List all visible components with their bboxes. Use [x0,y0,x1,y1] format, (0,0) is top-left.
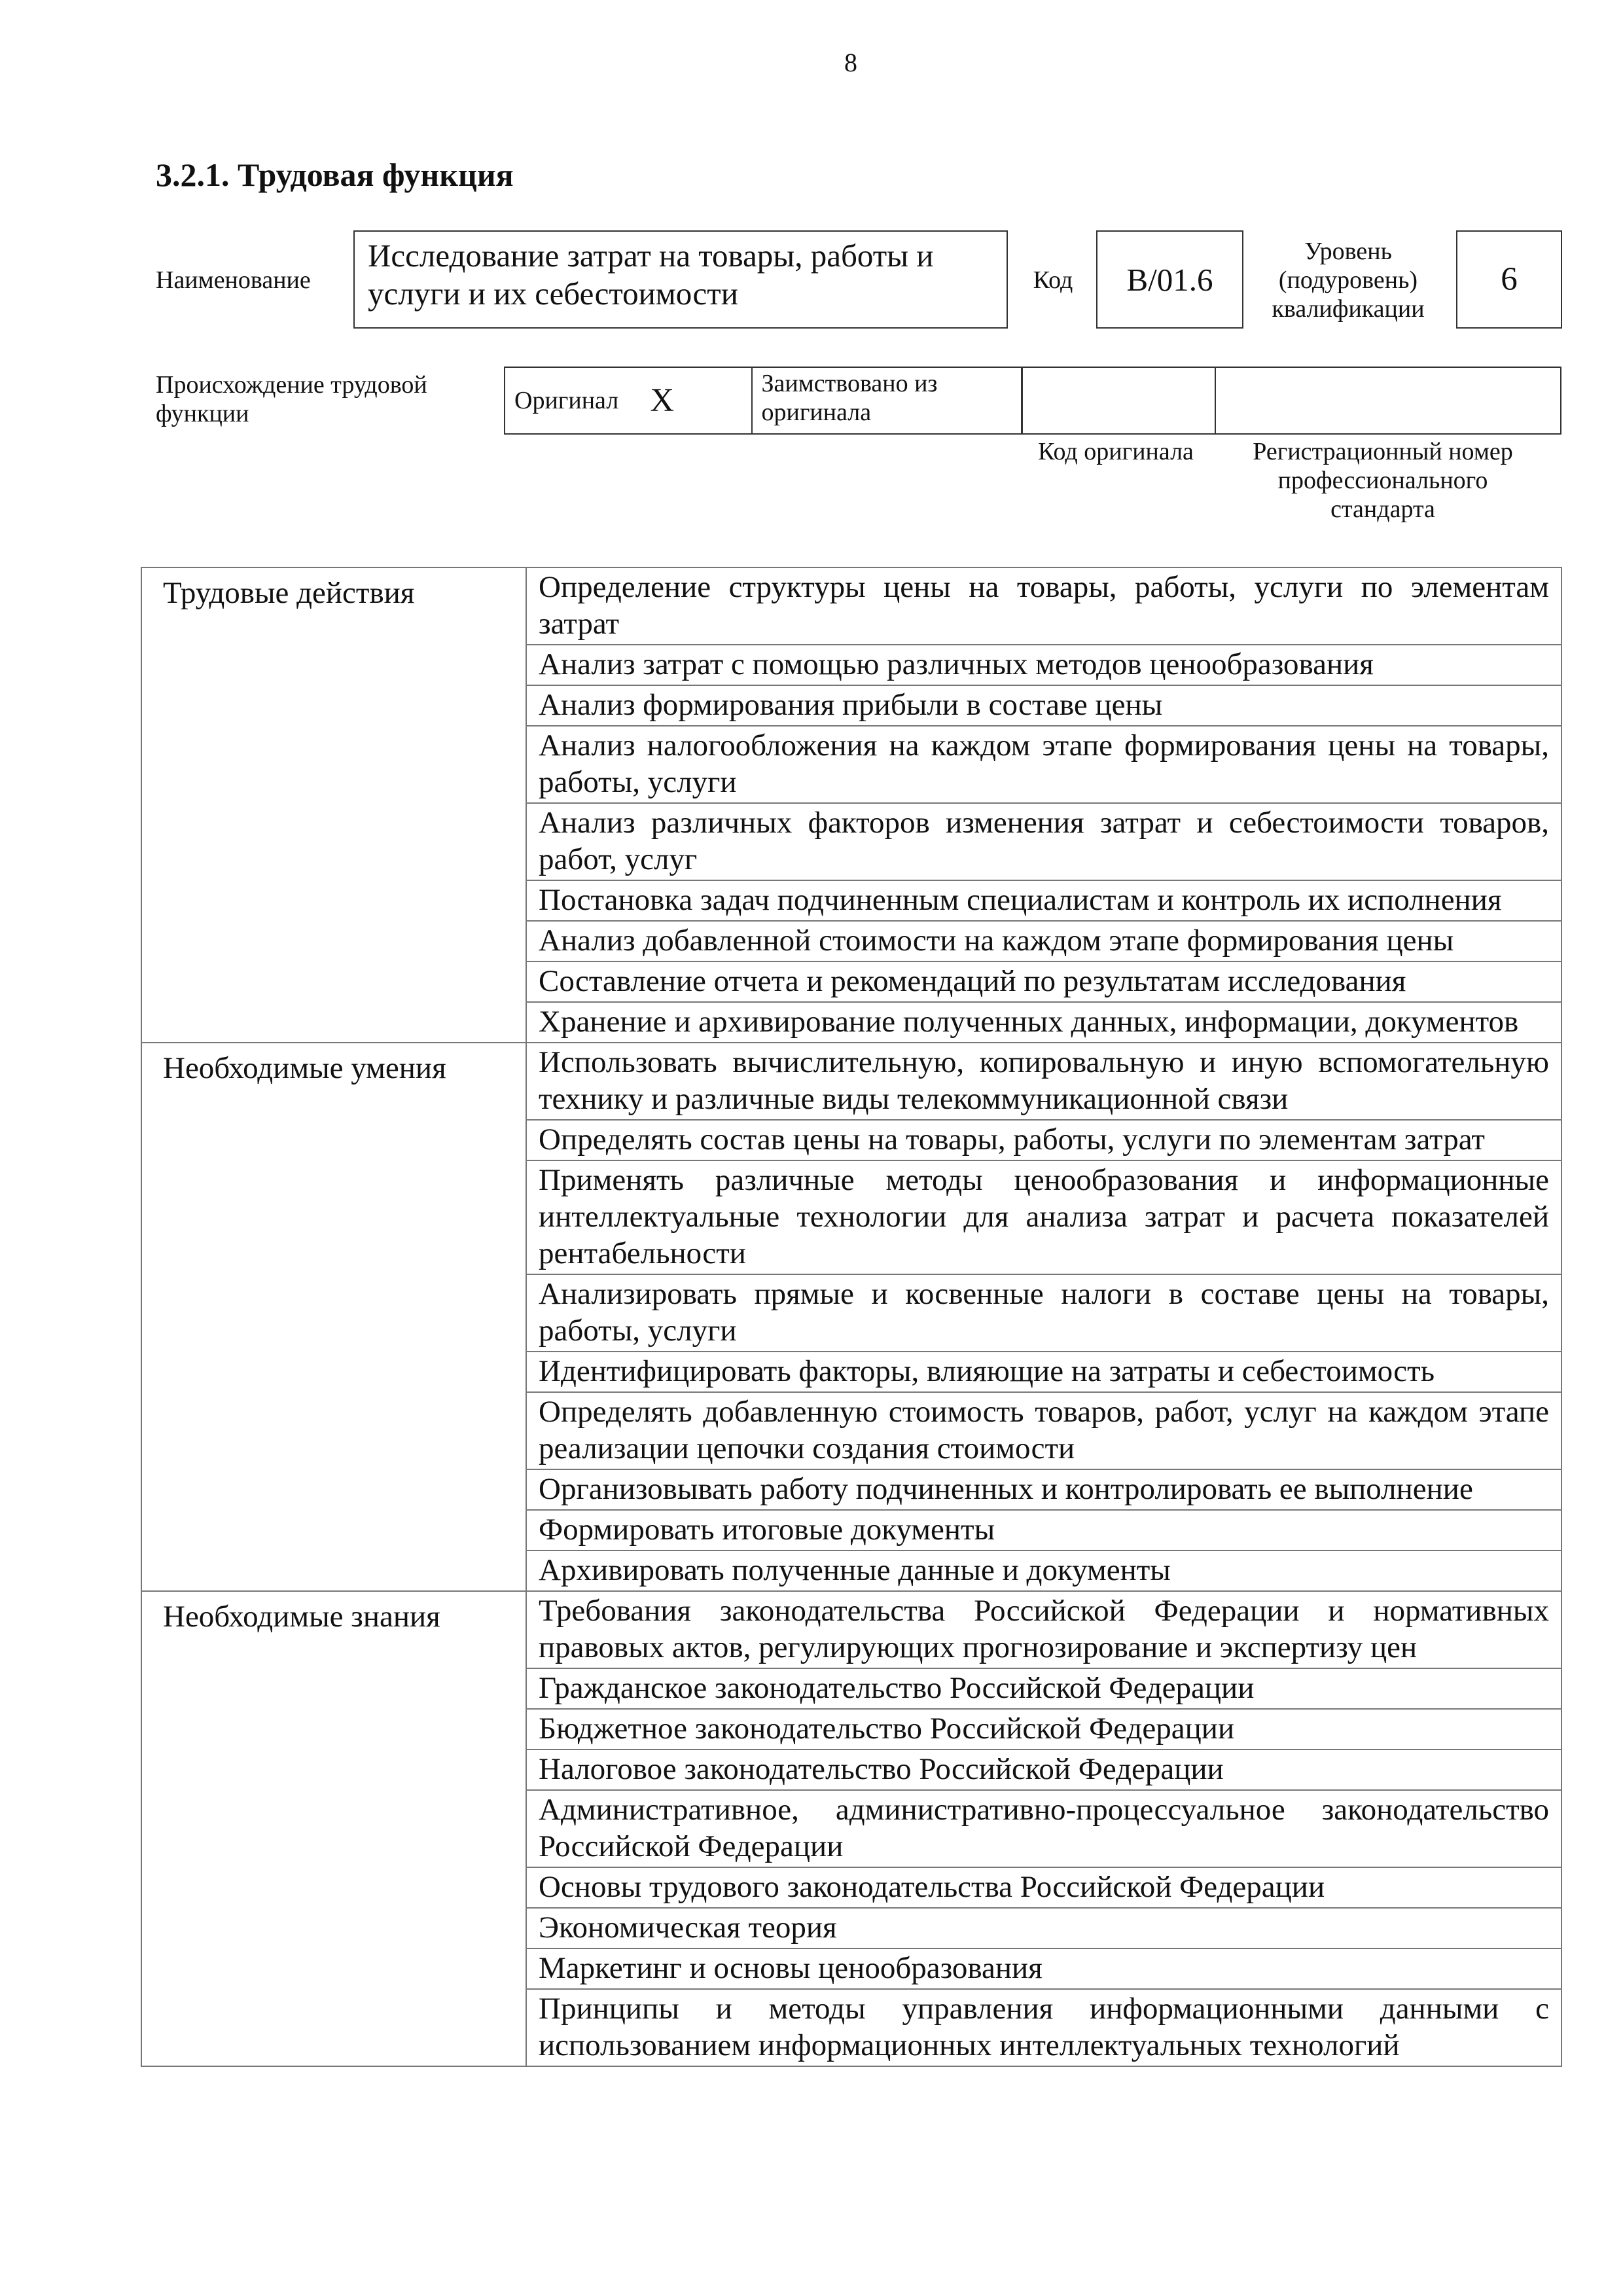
item-cell: Использовать вычислительную, копировальную и иную вспомогательную технику и различные виды телекоммуникационной связи [526,1043,1561,1120]
item-cell: Формировать итоговые документы [526,1510,1561,1551]
item-cell: Определение структуры цены на товары, работы, услуги по элементам затрат [526,567,1561,645]
reg-number-caption: Регистрационный номер профессионального стандарта [1253,438,1513,523]
item-cell: Анализ налогообложения на каждом этапе формирования цены на товары, работы, услуги [526,726,1561,803]
level-label: Уровень (подуровень) квалификации [1272,238,1425,323]
item-cell: Анализ добавленной стоимости на каждом этапе формирования цены [526,921,1561,961]
item-cell: Анализ затрат с помощью различных методов ценообразования [526,645,1561,685]
page-number: 8 [844,48,857,77]
item-cell: Экономическая теория [526,1908,1561,1948]
origin-code-cell [1021,367,1216,435]
original-label: Оригинал [514,387,619,414]
table-row [141,1591,1561,1668]
code-value: B/01.6 [1126,261,1213,298]
name-value: Исследование затрат на товары, работы и услуги и их себестоимости [368,238,934,312]
item-cell: Постановка задач подчиненным специалистам и контроль их исполнения [526,880,1561,921]
name-value-box [353,230,1008,329]
item-cell: Бюджетное законодательство Российской Федерации [526,1709,1561,1749]
item-cell: Анализ различных факторов изменения затрат и себестоимости товаров, работ, услуг [526,803,1561,880]
borrowed-label: Заимствовано из оригинала [761,370,938,426]
origin-reg-number-cell [1215,367,1561,435]
code-label: Код [1033,266,1073,294]
code-value-box [1096,230,1243,329]
item-cell: Определять состав цены на товары, работы, услуги по элементам затрат [526,1120,1561,1160]
item-cell: Принципы и методы управления информационными данными с использованием информационных интеллектуальных технологий [526,1989,1561,2066]
item-cell: Анализировать прямые и косвенные налоги в составе цены на товары, работы, услуги [526,1274,1561,1352]
origin-original-cell [504,367,753,435]
table-row [141,1043,1561,1120]
item-cell: Анализ формирования прибыли в составе цены [526,685,1561,726]
item-cell: Составление отчета и рекомендаций по результатам исследования [526,961,1561,1002]
origin-label: Происхождение трудовой функции [156,371,427,427]
item-cell: Применять различные методы ценообразования и информационные интеллектуальные технологии для анализа затрат и расчета показателей рентабельности [526,1160,1561,1274]
item-cell: Гражданское законодательство Российской Федерации [526,1668,1561,1709]
level-value: 6 [1501,261,1518,298]
code-original-caption: Код оригинала [1038,438,1194,465]
item-cell: Административное, административно-процессуальное законодательство Российской Федерации [526,1790,1561,1867]
item-cell: Определять добавленную стоимость товаров, работ, услуг на каждом этапе реализации цепочки создания стоимости [526,1392,1561,1469]
item-cell: Маркетинг и основы ценообразования [526,1948,1561,1989]
item-cell: Организовывать работу подчиненных и контролировать ее выполнение [526,1469,1561,1510]
origin-table [504,367,1562,435]
function-details-table [141,567,1562,2067]
item-cell: Хранение и архивирование полученных данных, информации, документов [526,1002,1561,1043]
item-cell: Идентифицировать факторы, влияющие на затраты и себестоимость [526,1352,1561,1392]
original-mark: X [650,382,675,419]
level-value-box [1456,230,1562,329]
origin-borrowed-cell [751,367,1023,435]
name-label: Наименование [156,266,311,294]
category-cell: Трудовые действия [141,567,526,1043]
section-title: 3.2.1. Трудовая функция [156,156,514,193]
item-cell: Архивировать полученные данные и документы [526,1551,1561,1591]
item-cell: Налоговое законодательство Российской Федерации [526,1749,1561,1790]
item-cell: Основы трудового законодательства Российской Федерации [526,1867,1561,1908]
category-cell: Необходимые знания [141,1591,526,2066]
table-row [141,567,1561,645]
category-cell: Необходимые умения [141,1043,526,1591]
item-cell: Требования законодательства Российской Федерации и нормативных правовых актов, регулирующих прогнозирование и экспертизу цен [526,1591,1561,1668]
